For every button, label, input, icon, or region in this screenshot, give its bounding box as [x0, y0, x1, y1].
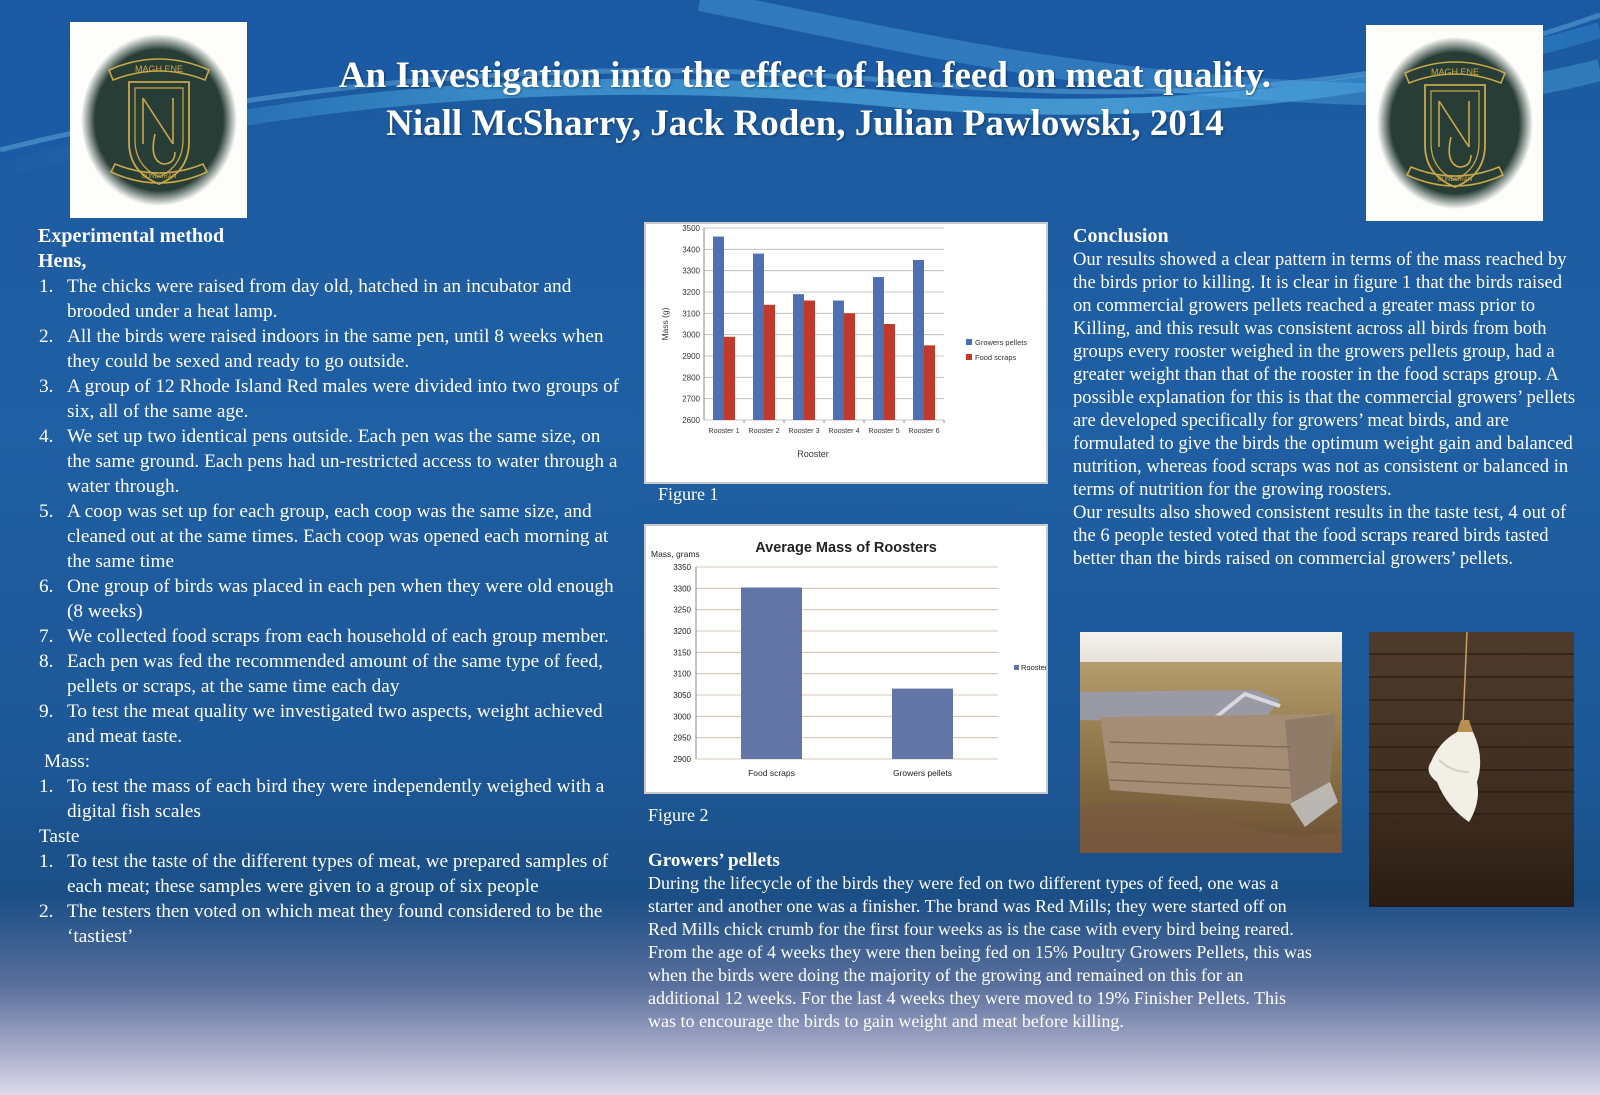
y-tick-label: 3050	[673, 691, 691, 700]
y-tick-label: 3500	[682, 224, 700, 233]
legend-label: Growers pellets	[975, 338, 1028, 347]
x-tick-label: Rooster 1	[708, 426, 740, 435]
x-tick-label: Rooster 3	[788, 426, 820, 435]
bar	[884, 324, 895, 420]
y-tick-label: 3350	[673, 563, 691, 572]
conclusion-text-taste: Our results also showed consistent results in the taste test, 4 out of the 6 people tested voted that the food scraps reared birds tasted better than the birds raised on commercial growers’ pellets.	[1073, 502, 1567, 569]
y-tick-label: 3300	[682, 266, 700, 276]
bar	[793, 294, 804, 420]
bar	[913, 260, 924, 420]
y-axis-label: Mass, grams	[651, 549, 700, 559]
y-tick-label: 2700	[682, 394, 700, 404]
figure-1-chart	[644, 222, 1048, 484]
pellets-heading: Growers’ pellets	[648, 850, 780, 871]
school-crest-left	[70, 22, 247, 218]
x-tick-label: Rooster 4	[828, 426, 860, 435]
school-crest-icon	[79, 32, 239, 208]
bar	[724, 337, 735, 420]
list-item-text: We collected food scraps from each household of each group member.	[67, 626, 609, 647]
list-item-number: 1.	[39, 776, 54, 797]
figure-1-caption: Figure 1	[658, 484, 719, 504]
list-item-text: To test the meat quality we investigated two aspects, weight achieved and meat taste.	[67, 701, 603, 747]
list-item-text: To test the mass of each bird they were independently weighed with a digital fish scales	[67, 776, 605, 822]
y-tick-label: 2900	[673, 755, 691, 764]
list-item-text: The testers then voted on which meat they found considered to be the ‘tastiest’	[67, 901, 603, 947]
x-tick-label: Food scraps	[748, 768, 795, 778]
y-tick-label: 3200	[682, 288, 700, 297]
y-tick-label: 3200	[673, 627, 691, 636]
list-item-number: 8.	[39, 651, 54, 672]
legend-swatch	[966, 339, 972, 345]
poster-title: An Investigation into the effect of hen feed on meat quality.	[338, 55, 1272, 96]
y-tick-label: 2600	[682, 416, 700, 425]
list-item-number: 5.	[39, 501, 54, 522]
experimental-method-section	[38, 224, 628, 949]
rooster-mass-bar-chart	[646, 224, 1046, 482]
list-item-text: Each pen was fed the recommended amount of the same type of feed, pellets or scraps, at the same time each day	[67, 651, 603, 697]
list-item	[38, 574, 628, 624]
list-item	[38, 649, 628, 699]
list-item-text: A group of 12 Rhode Island Red males were divided into two groups of six, all of the same age.	[67, 376, 620, 422]
feather-photo	[1369, 632, 1574, 907]
bar	[804, 301, 815, 420]
coop-photo	[1080, 632, 1342, 853]
chart-title: Average Mass of Roosters	[755, 540, 937, 556]
x-axis-label: Rooster	[797, 449, 829, 459]
taste-subheading: Taste	[39, 826, 80, 847]
y-tick-label: 3000	[673, 712, 691, 722]
bar	[892, 689, 953, 759]
list-item-text: The chicks were raised from day old, hatched in an incubator and brooded under a heat lamp.	[67, 276, 572, 322]
list-item	[38, 849, 628, 899]
hens-subheading: Hens,	[38, 250, 87, 272]
y-tick-label: 3250	[673, 605, 691, 615]
y-tick-label: 3400	[682, 245, 700, 255]
bar	[764, 305, 775, 420]
poster-header	[245, 52, 1365, 148]
conclusion-heading: Conclusion	[1073, 225, 1169, 247]
list-item-number: 9.	[39, 701, 54, 722]
average-mass-bar-chart	[646, 526, 1046, 792]
bar	[873, 277, 884, 420]
list-item-number: 6.	[39, 576, 54, 597]
legend-swatch	[1014, 665, 1019, 670]
list-item-text: One group of birds was placed in each pen when they were old enough (8 weeks)	[67, 576, 614, 622]
list-item-number: 1.	[39, 276, 54, 297]
bar	[741, 587, 802, 759]
pellets-text: During the lifecycle of the birds they were fed on two different types of feed, one was a starter and another one was a finisher. The brand was Red Mills; they were started off on Red Mills chick crumb for the first four weeks as is the case with every bird being reared. From the age of 4 weeks they were then being fed on 15% Poultry Growers Pellets, this was when the birds were doing the majority of the growing and remained on this for an additional 12 weeks. For the last 4 weeks they were moved to 19% Finisher Pellets. This was to encourage the birds to gain weight and meat before killing.	[648, 873, 1312, 1031]
svg-text:BUNDORAN: BUNDORAN	[1437, 177, 1472, 183]
y-axis-label: Mass (g)	[660, 307, 670, 341]
taste-steps-list	[38, 849, 628, 949]
svg-text:MAGH ENE: MAGH ENE	[134, 64, 183, 74]
list-item-text: We set up two identical pens outside. Each pen was the same size, on the same ground. Each pens had un-restricted access to water through a water through.	[67, 426, 618, 497]
x-tick-label: Rooster 6	[908, 426, 940, 435]
x-tick-label: Rooster 2	[748, 426, 780, 435]
bar	[844, 313, 855, 420]
svg-text:BUNDORAN: BUNDORAN	[141, 174, 176, 180]
y-tick-label: 2950	[673, 733, 691, 743]
bar	[713, 237, 724, 420]
legend-label: Rooster	[1021, 663, 1046, 672]
mass-subheading: Mass:	[44, 751, 91, 772]
method-steps-list	[38, 274, 628, 749]
list-item	[38, 424, 628, 499]
x-tick-label: Rooster 5	[868, 426, 900, 435]
y-tick-label: 3150	[673, 648, 691, 658]
conclusion-text: Our results showed a clear pattern in terms of the mass reached by the birds prior to killing. It is clear in figure 1 that the birds raised on commercial growers pellets reached a greater mass prior to Killing, and this result was consistent across all birds from both groups every rooster weighed in the growers pellets group, had a greater weight than that of the rooster in the food scraps group. A possible explanation for this is that the commercial growers’ pellets are developed specifically for growers’ meat birds, and are formulated to give the birds the optimum weight gain and balanced nutrition, whereas food scraps was not as consistent or balanced in terms of nutrition for the growing roosters.	[1073, 249, 1576, 500]
wooden-coop-photo	[1080, 632, 1342, 853]
list-item	[38, 624, 628, 649]
list-item-number: 3.	[39, 376, 54, 397]
list-item	[38, 699, 628, 749]
legend-swatch	[966, 354, 972, 360]
figure-2-caption: Figure 2	[648, 805, 709, 825]
list-item	[38, 274, 628, 324]
conclusion-section	[1073, 225, 1578, 570]
growers-pellets-section	[648, 849, 1318, 1033]
poster-authors: Niall McSharry, Jack Roden, Julian Pawlowski, 2014	[386, 103, 1224, 144]
list-item	[38, 374, 628, 424]
list-item-text: To test the taste of the different types of meat, we prepared samples of each meat; these samples were given to a group of six people	[67, 851, 609, 897]
list-item-number: 4.	[39, 426, 54, 447]
list-item-text: All the birds were raised indoors in the same pen, until 8 weeks when they could be sexed and ready to go outside.	[67, 326, 604, 372]
bar	[833, 301, 844, 420]
list-item-text: A coop was set up for each group, each coop was the same size, and cleaned out at the same times. Each coop was opened each morning at the same time	[67, 501, 609, 572]
bar	[753, 254, 764, 420]
school-crest-right	[1366, 25, 1543, 221]
figure-2-chart	[644, 524, 1048, 794]
legend-label: Food scraps	[975, 353, 1017, 362]
list-item-number: 7.	[39, 626, 54, 647]
y-tick-label: 3100	[682, 309, 700, 319]
y-tick-label: 2800	[682, 373, 700, 383]
y-tick-label: 3300	[673, 584, 691, 594]
svg-text:MAGH ENE: MAGH ENE	[1430, 67, 1479, 77]
hanging-feathers-photo	[1369, 632, 1574, 907]
school-crest-icon	[1375, 35, 1535, 211]
list-item-number: 1.	[39, 851, 54, 872]
y-tick-label: 3100	[673, 669, 691, 679]
method-heading: Experimental method	[38, 225, 225, 247]
list-item	[38, 499, 628, 574]
bar	[924, 345, 935, 420]
list-item-number: 2.	[39, 326, 54, 347]
x-tick-label: Growers pellets	[892, 768, 953, 778]
mass-steps-list	[38, 774, 628, 824]
list-item-number: 2.	[39, 901, 54, 922]
list-item	[38, 899, 628, 949]
list-item	[38, 774, 628, 824]
y-tick-label: 3000	[682, 330, 700, 340]
y-tick-label: 2900	[682, 352, 700, 361]
list-item	[38, 324, 628, 374]
